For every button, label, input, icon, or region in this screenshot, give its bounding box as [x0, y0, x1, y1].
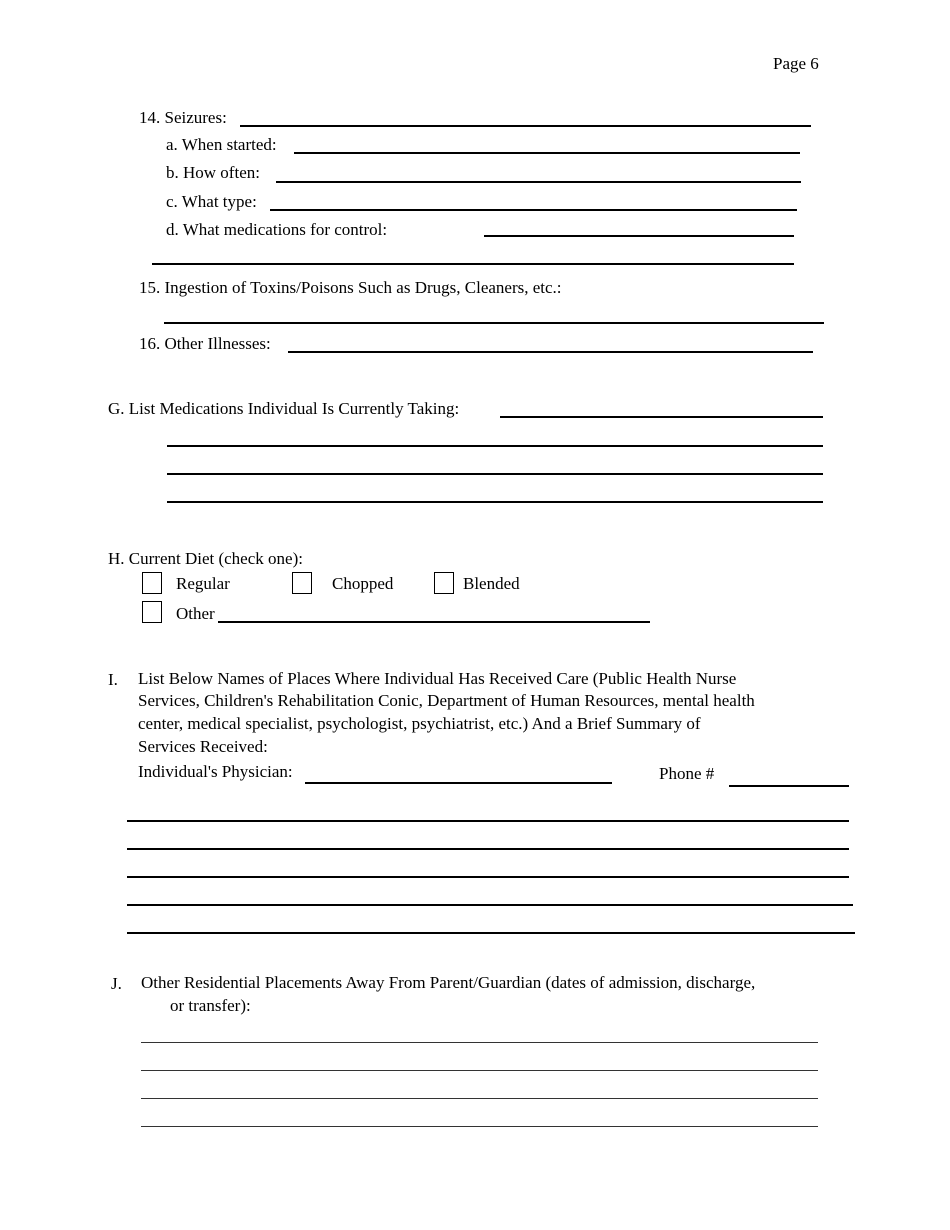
- other-illnesses-label: 16. Other Illnesses:: [139, 334, 271, 353]
- placements-text-line-1: Other Residential Placements Away From Parent/Guardian (dates of admission, discharge,: [141, 973, 756, 992]
- how-often-field[interactable]: [276, 181, 801, 183]
- medications-for-control-field[interactable]: [484, 235, 794, 237]
- care-text-line-1: List Below Names of Places Where Individual Has Received Care (Public Health Nurse: [138, 669, 737, 688]
- diet-label: H. Current Diet (check one):: [108, 549, 303, 568]
- diet-blended-checkbox[interactable]: [434, 572, 454, 594]
- physician-field[interactable]: [305, 782, 612, 784]
- seizures-field[interactable]: [240, 125, 811, 127]
- page-number: Page 6: [773, 54, 819, 73]
- what-type-label: c. What type:: [166, 192, 257, 211]
- placements-text-line-2: or transfer):: [170, 996, 251, 1015]
- when-started-field[interactable]: [294, 152, 800, 154]
- care-field-5[interactable]: [127, 932, 855, 934]
- diet-regular-checkbox[interactable]: [142, 572, 162, 594]
- care-marker: I.: [108, 670, 118, 689]
- placements-marker: J.: [111, 974, 122, 993]
- medications-field-2[interactable]: [167, 445, 823, 447]
- seizures-label: 14. Seizures:: [139, 108, 227, 127]
- diet-chopped-label: Chopped: [332, 574, 394, 593]
- how-often-label: b. How often:: [166, 163, 260, 182]
- phone-label: Phone #: [659, 764, 715, 783]
- care-field-2[interactable]: [127, 848, 849, 850]
- care-text-line-2: Services, Children's Rehabilitation Conic, Department of Human Resources, mental health: [138, 691, 755, 710]
- medications-field-4[interactable]: [167, 501, 823, 503]
- other-illnesses-field[interactable]: [288, 351, 813, 353]
- diet-other-label: Other: [176, 604, 215, 623]
- diet-other-field[interactable]: [218, 621, 650, 623]
- care-text-line-3: center, medical specialist, psychologist, psychiatrist, etc.) And a Brief Summary of: [138, 714, 701, 733]
- phone-field[interactable]: [729, 785, 849, 787]
- care-field-3[interactable]: [127, 876, 849, 878]
- diet-blended-label: Blended: [463, 574, 520, 593]
- placements-field-4[interactable]: [141, 1126, 818, 1127]
- placements-field-2[interactable]: [141, 1070, 818, 1071]
- care-field-4[interactable]: [127, 904, 853, 906]
- diet-regular-label: Regular: [176, 574, 230, 593]
- care-text-line-4: Services Received:: [138, 737, 268, 756]
- diet-chopped-checkbox[interactable]: [292, 572, 312, 594]
- what-type-field[interactable]: [270, 209, 797, 211]
- placements-field-1[interactable]: [141, 1042, 818, 1043]
- toxins-label: 15. Ingestion of Toxins/Poisons Such as Drugs, Cleaners, etc.:: [139, 278, 562, 297]
- care-field-1[interactable]: [127, 820, 849, 822]
- when-started-label: a. When started:: [166, 135, 277, 154]
- medications-label: G. List Medications Individual Is Currently Taking:: [108, 399, 460, 418]
- medications-field-3[interactable]: [167, 473, 823, 475]
- medications-for-control-field-2[interactable]: [152, 263, 794, 265]
- placements-field-3[interactable]: [141, 1098, 818, 1099]
- diet-other-checkbox[interactable]: [142, 601, 162, 623]
- toxins-field[interactable]: [164, 322, 824, 324]
- medications-field-1[interactable]: [500, 416, 823, 418]
- physician-label: Individual's Physician:: [138, 762, 293, 781]
- medications-for-control-label: d. What medications for control:: [166, 220, 388, 239]
